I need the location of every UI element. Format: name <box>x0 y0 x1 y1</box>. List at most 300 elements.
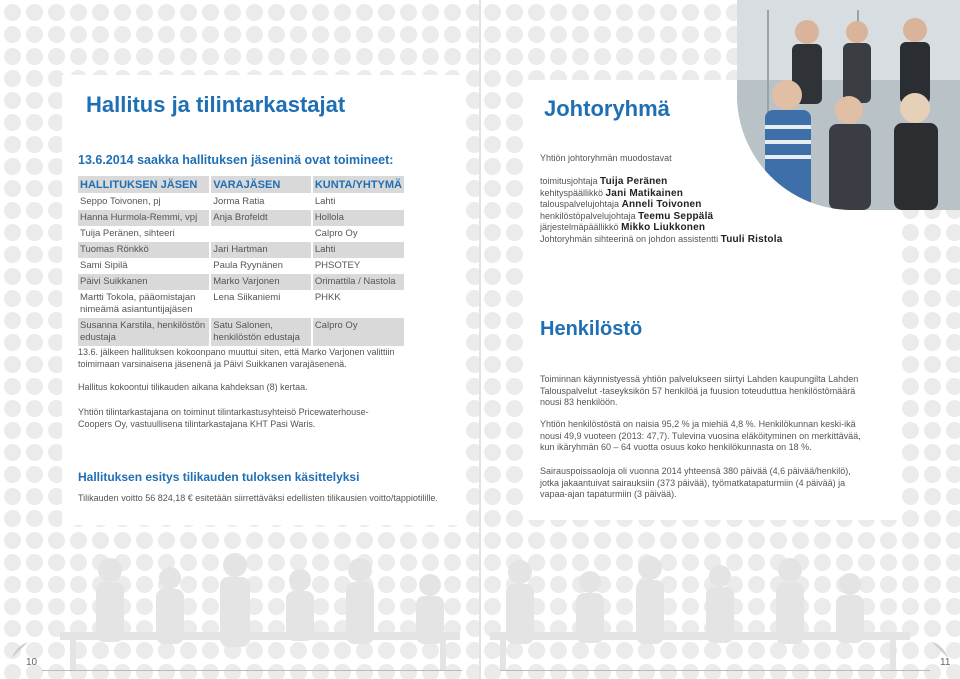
background-dot <box>422 48 439 65</box>
background-dot <box>422 4 439 21</box>
background-dot <box>26 92 43 109</box>
background-dot <box>682 4 699 21</box>
background-dot <box>466 224 480 241</box>
table-row <box>78 274 404 290</box>
table-cell <box>210 226 312 242</box>
personnel-paragraph-1: Toiminnan käynnistyessä yhtiön palvelukseen siirtyi Lahden kaupungilta Lahden Talouspalvelut -taseyksikön 57 henkilöä ja fuusion toteuduttua henkilöstömäärä nousi 83 henkilöön. <box>540 374 859 407</box>
background-dot <box>180 26 197 43</box>
background-dot <box>466 70 480 87</box>
profit-proposal-paragraph: Tilikauden voitto 56 824,18 € esitetään siirrettäväksi edellisten tilikausien voitto/tappiotilille. <box>78 493 438 503</box>
background-dot <box>946 378 960 395</box>
background-dot <box>4 114 21 131</box>
background-dot <box>550 26 567 43</box>
background-dot <box>484 246 501 263</box>
col-header-member: HALLITUKSEN JÄSEN <box>78 176 210 194</box>
background-dot <box>902 488 919 505</box>
background-dot <box>114 26 131 43</box>
background-dot <box>946 488 960 505</box>
member-line: Johtoryhmän sihteerinä on johdon assistentti Tuuli Ristola <box>540 233 783 245</box>
background-dot <box>924 466 941 483</box>
background-dot <box>268 26 285 43</box>
background-dot <box>616 4 633 21</box>
background-dot <box>26 510 43 527</box>
background-dot <box>550 4 567 21</box>
background-dot <box>946 400 960 417</box>
background-dot <box>202 4 219 21</box>
background-dot <box>466 158 480 175</box>
background-dot <box>466 290 480 307</box>
background-dot <box>506 488 523 505</box>
background-dot <box>466 444 480 461</box>
table-cell: Lahti <box>312 242 404 258</box>
auditor-paragraph: Yhtiön tilintarkastajana on toiminut tilintarkastusyhteisö Pricewaterhouse-Coopers Oy, vastuullisena tilintarkastajana KHT Pasi Waris. <box>78 407 369 429</box>
background-dot <box>4 4 21 21</box>
background-dot <box>506 158 523 175</box>
background-dot <box>638 4 655 21</box>
background-dot <box>924 422 941 439</box>
background-dot <box>26 356 43 373</box>
background-dot <box>506 48 523 65</box>
background-dot <box>946 356 960 373</box>
background-dot <box>902 312 919 329</box>
table-row <box>78 210 404 226</box>
background-dot <box>550 48 567 65</box>
background-dot <box>4 48 21 65</box>
background-dot <box>268 4 285 21</box>
background-dot <box>4 422 21 439</box>
background-dot <box>924 510 941 527</box>
background-dot <box>946 510 960 527</box>
table-cell: Orimattila / Nastola <box>312 274 404 290</box>
background-dot <box>506 444 523 461</box>
background-dot <box>92 4 109 21</box>
background-dot <box>924 334 941 351</box>
background-dot <box>616 48 633 65</box>
background-dot <box>484 444 501 461</box>
background-dot <box>924 378 941 395</box>
background-dot <box>466 202 480 219</box>
background-dot <box>4 356 21 373</box>
background-dot <box>4 224 21 241</box>
background-dot <box>660 26 677 43</box>
background-dot <box>594 26 611 43</box>
background-dot <box>334 4 351 21</box>
background-dot <box>484 466 501 483</box>
background-dot <box>506 224 523 241</box>
background-dot <box>290 4 307 21</box>
background-dot <box>902 334 919 351</box>
background-dot <box>4 180 21 197</box>
background-dot <box>594 4 611 21</box>
background-dot <box>484 400 501 417</box>
background-dot <box>26 114 43 131</box>
background-dot <box>400 4 417 21</box>
background-dot <box>484 202 501 219</box>
background-dot <box>224 48 241 65</box>
table-cell: Calpro Oy <box>312 318 404 346</box>
background-dot <box>378 48 395 65</box>
background-dot <box>26 400 43 417</box>
background-dot <box>616 26 633 43</box>
background-dot <box>506 26 523 43</box>
background-dot <box>26 224 43 241</box>
background-dot <box>528 4 545 21</box>
background-dot <box>466 246 480 263</box>
right-page-title: Johtoryhmä <box>544 96 670 121</box>
background-dot <box>466 92 480 109</box>
background-dot <box>484 70 501 87</box>
table-cell: Susanna Karstila, henkilöstön edustaja <box>78 318 210 346</box>
member-line: kehityspäällikkö Jani Matikainen <box>540 187 684 199</box>
col-header-deputy: VARAJÄSEN <box>210 176 312 194</box>
background-dot <box>466 510 480 527</box>
background-dot <box>484 510 501 527</box>
member-line: henkilöstöpalvelujohtaja Teemu Seppälä <box>540 210 714 222</box>
background-dot <box>506 114 523 131</box>
background-dot <box>4 444 21 461</box>
background-dot <box>902 400 919 417</box>
background-dot <box>180 48 197 65</box>
background-dot <box>484 422 501 439</box>
background-dot <box>484 180 501 197</box>
table-cell: Seppo Toivonen, pj <box>80 196 161 207</box>
background-dot <box>924 312 941 329</box>
table-row <box>78 290 404 318</box>
background-dot <box>356 4 373 21</box>
background-dot <box>484 312 501 329</box>
board-change-paragraph: 13.6. jälkeen hallituksen kokoonpano muuttui siten, että Marko Varjonen valittiin toimimaan varsinaisena jäsenenä ja Päivi Suikkanen varajäsenenä. <box>78 347 395 369</box>
background-dot <box>466 114 480 131</box>
background-dot <box>444 4 461 21</box>
background-dot <box>924 400 941 417</box>
board-table <box>78 176 404 346</box>
left-page-title: Hallitus ja tilintarkastajat <box>86 92 346 117</box>
background-dot <box>26 488 43 505</box>
table-cell: Martti Tokola, pääomistajan nimeämä asiantuntijajäsen <box>80 292 196 315</box>
personnel-paragraph-3: Sairauspoissaoloja oli vuonna 2014 yhteensä 380 päivää (4,6 päivää/henkilö), jotka jakaantuivat sairauksiin (373 päivää), työmatkatapaturmiin (4 päivää) ja vapaa-ajan tapaturmiin (3 päivää). <box>540 466 851 499</box>
background-dot <box>902 444 919 461</box>
table-cell: Tuomas Rönkkö <box>78 242 210 258</box>
right-page-number: 11 <box>940 657 951 668</box>
background-dot <box>704 26 721 43</box>
background-dot <box>466 180 480 197</box>
background-dot <box>902 510 919 527</box>
member-line: toimitusjohtaja Tuija Peränen <box>540 176 668 187</box>
background-dot <box>572 4 589 21</box>
background-dot <box>924 224 941 241</box>
background-dot <box>158 4 175 21</box>
background-dot <box>26 158 43 175</box>
background-dot <box>902 422 919 439</box>
background-dot <box>506 378 523 395</box>
background-dot <box>356 48 373 65</box>
background-dot <box>506 92 523 109</box>
background-dot <box>246 4 263 21</box>
background-dot <box>4 334 21 351</box>
background-dot <box>4 136 21 153</box>
table-cell: Lahti <box>312 194 404 211</box>
table-row <box>78 194 404 211</box>
background-dot <box>4 70 21 87</box>
background-dot <box>26 378 43 395</box>
background-dot <box>312 48 329 65</box>
background-dot <box>334 26 351 43</box>
background-dot <box>378 26 395 43</box>
background-dot <box>946 224 960 241</box>
background-dot <box>400 26 417 43</box>
background-dot <box>26 180 43 197</box>
background-dot <box>4 378 21 395</box>
member-line: talouspalvelujohtaja Anneli Toivonen <box>540 199 702 210</box>
background-dot <box>466 488 480 505</box>
background-dot <box>572 26 589 43</box>
background-dot <box>26 466 43 483</box>
background-dot <box>594 48 611 65</box>
background-dot <box>506 202 523 219</box>
background-dot <box>506 334 523 351</box>
table-cell: Paula Ryynänen <box>210 258 312 274</box>
background-dot <box>4 510 21 527</box>
background-dot <box>334 48 351 65</box>
table-cell: Hanna Hurmola-Remmi, vpj <box>78 210 210 226</box>
board-table-header <box>78 176 404 194</box>
background-dot <box>70 4 87 21</box>
background-dot <box>572 48 589 65</box>
background-dot <box>356 26 373 43</box>
background-dot <box>48 48 65 65</box>
background-dot <box>506 290 523 307</box>
background-dot <box>92 48 109 65</box>
background-dot <box>484 356 501 373</box>
background-dot <box>4 246 21 263</box>
background-dot <box>506 422 523 439</box>
management-intro: Yhtiön johtoryhmän muodostavat <box>540 153 672 163</box>
background-dot <box>202 26 219 43</box>
background-dot <box>902 246 919 263</box>
table-cell: Anja Brofeldt <box>210 210 312 226</box>
background-dot <box>484 378 501 395</box>
background-dot <box>506 4 523 21</box>
background-dot <box>946 290 960 307</box>
background-dot <box>26 290 43 307</box>
personnel-paragraph-2: Yhtiön henkilöstöstä on naisia 95,2 % ja miehiä 4,8 %. Henkilökunnan keski-ikä nousi 49,9 vuoteen (2013: 47,7). Tulevina vuosina eläköityminen on merkittävää, kun ikäryhmän 60 – 64 vuotta osuus koko henkilökunnasta on 18 %. <box>540 419 861 452</box>
background-dot <box>136 48 153 65</box>
left-footer-line <box>42 670 462 671</box>
member-line: järjestelmäpäällikkö Mikko Liukkonen <box>540 222 706 233</box>
background-dot <box>466 4 480 21</box>
background-dot <box>924 246 941 263</box>
background-dot <box>506 510 523 527</box>
background-dot <box>312 26 329 43</box>
background-dot <box>946 268 960 285</box>
background-dot <box>158 48 175 65</box>
background-dot <box>26 312 43 329</box>
background-dot <box>484 136 501 153</box>
background-dot <box>4 312 21 329</box>
table-row <box>78 226 404 242</box>
background-dot <box>224 26 241 43</box>
table-cell: Jari Hartman <box>210 242 312 258</box>
background-dot <box>26 26 43 43</box>
meetings-paragraph: Hallitus kokoontui tilikauden aikana kahdeksan (8) kertaa. <box>78 382 308 392</box>
background-dot <box>466 312 480 329</box>
background-dot <box>946 444 960 461</box>
table-cell: Marko Varjonen <box>210 274 312 290</box>
background-dot <box>506 70 523 87</box>
background-dot <box>704 48 721 65</box>
background-dot <box>902 290 919 307</box>
background-dot <box>484 114 501 131</box>
background-dot <box>92 26 109 43</box>
background-dot <box>26 334 43 351</box>
background-dot <box>158 26 175 43</box>
background-dot <box>704 4 721 21</box>
background-dot <box>4 26 21 43</box>
background-dot <box>4 400 21 417</box>
background-dot <box>506 312 523 329</box>
background-dot <box>506 268 523 285</box>
background-dot <box>466 422 480 439</box>
background-dot <box>26 202 43 219</box>
background-dot <box>902 378 919 395</box>
background-dot <box>506 246 523 263</box>
background-dot <box>484 488 501 505</box>
personnel-heading: Henkilöstö <box>540 318 643 340</box>
background-dot <box>466 400 480 417</box>
background-dot <box>26 4 43 21</box>
background-dot <box>312 4 329 21</box>
table-cell: Calpro Oy <box>312 226 404 242</box>
background-dot <box>4 290 21 307</box>
background-dot <box>180 4 197 21</box>
background-dot <box>70 26 87 43</box>
background-dot <box>682 26 699 43</box>
background-dot <box>902 466 919 483</box>
background-dot <box>4 92 21 109</box>
table-cell: Satu Salonen, henkilöstön edustaja <box>210 318 312 346</box>
background-dot <box>466 48 480 65</box>
background-dot <box>136 4 153 21</box>
background-dot <box>466 378 480 395</box>
table-cell: Hollola <box>312 210 404 226</box>
background-dot <box>422 26 439 43</box>
background-dot <box>946 246 960 263</box>
background-dot <box>246 48 263 65</box>
background-dot <box>48 26 65 43</box>
background-dot <box>924 356 941 373</box>
background-dot <box>26 268 43 285</box>
background-dot <box>26 136 43 153</box>
background-dot <box>484 48 501 65</box>
office-silhouettes-illustration <box>0 540 960 679</box>
background-dot <box>4 466 21 483</box>
background-dot <box>4 202 21 219</box>
background-dot <box>660 48 677 65</box>
background-dot <box>26 422 43 439</box>
background-dot <box>268 48 285 65</box>
background-dot <box>484 26 501 43</box>
background-dot <box>202 48 219 65</box>
background-dot <box>26 48 43 65</box>
background-dot <box>70 48 87 65</box>
background-dot <box>506 400 523 417</box>
table-cell: Lena Siikaniemi <box>210 290 312 318</box>
background-dot <box>378 4 395 21</box>
background-dot <box>224 4 241 21</box>
background-dot <box>924 488 941 505</box>
background-dot <box>484 4 501 21</box>
background-dot <box>26 444 43 461</box>
background-dot <box>466 334 480 351</box>
background-dot <box>290 26 307 43</box>
background-dot <box>638 26 655 43</box>
background-dot <box>246 26 263 43</box>
table-row <box>78 242 404 258</box>
left-page-number: 10 <box>26 657 38 668</box>
background-dot <box>506 356 523 373</box>
background-dot <box>682 48 699 65</box>
background-dot <box>506 466 523 483</box>
background-dot <box>946 422 960 439</box>
background-dot <box>444 26 461 43</box>
background-dot <box>484 334 501 351</box>
background-dot <box>528 48 545 65</box>
background-dot <box>946 466 960 483</box>
background-dot <box>946 312 960 329</box>
background-dot <box>466 268 480 285</box>
table-row <box>78 318 404 346</box>
table-cell: Päivi Suikkanen <box>78 274 210 290</box>
background-dot <box>136 26 153 43</box>
background-dot <box>400 48 417 65</box>
profit-proposal-heading: Hallituksen esitys tilikauden tuloksen käsittelyksi <box>78 470 360 484</box>
background-dot <box>4 488 21 505</box>
background-dot <box>638 48 655 65</box>
background-dot <box>484 224 501 241</box>
background-dot <box>484 158 501 175</box>
background-dot <box>924 268 941 285</box>
management-members <box>540 176 840 245</box>
background-dot <box>466 466 480 483</box>
table-cell: PHKK <box>312 290 404 318</box>
background-dot <box>484 290 501 307</box>
table-cell: Tuija Peränen, sihteeri <box>80 228 175 239</box>
background-dot <box>114 4 131 21</box>
background-dot <box>506 180 523 197</box>
background-dot <box>466 136 480 153</box>
board-intro: 13.6.2014 saakka hallituksen jäseninä ovat toimineet: <box>78 153 394 167</box>
table-cell: Sami Sipilä <box>80 260 128 271</box>
background-dot <box>924 290 941 307</box>
right-footer-line <box>500 670 930 671</box>
background-dot <box>26 246 43 263</box>
background-dot <box>902 224 919 241</box>
background-dot <box>466 356 480 373</box>
background-dot <box>506 136 523 153</box>
table-cell: PHSOTEY <box>312 258 404 274</box>
background-dot <box>902 268 919 285</box>
background-dot <box>902 356 919 373</box>
background-dot <box>484 268 501 285</box>
background-dot <box>114 48 131 65</box>
background-dot <box>444 48 461 65</box>
background-dot <box>48 4 65 21</box>
background-dot <box>660 4 677 21</box>
table-row <box>78 258 404 274</box>
background-dot <box>528 26 545 43</box>
background-dot <box>290 48 307 65</box>
background-dot <box>946 334 960 351</box>
